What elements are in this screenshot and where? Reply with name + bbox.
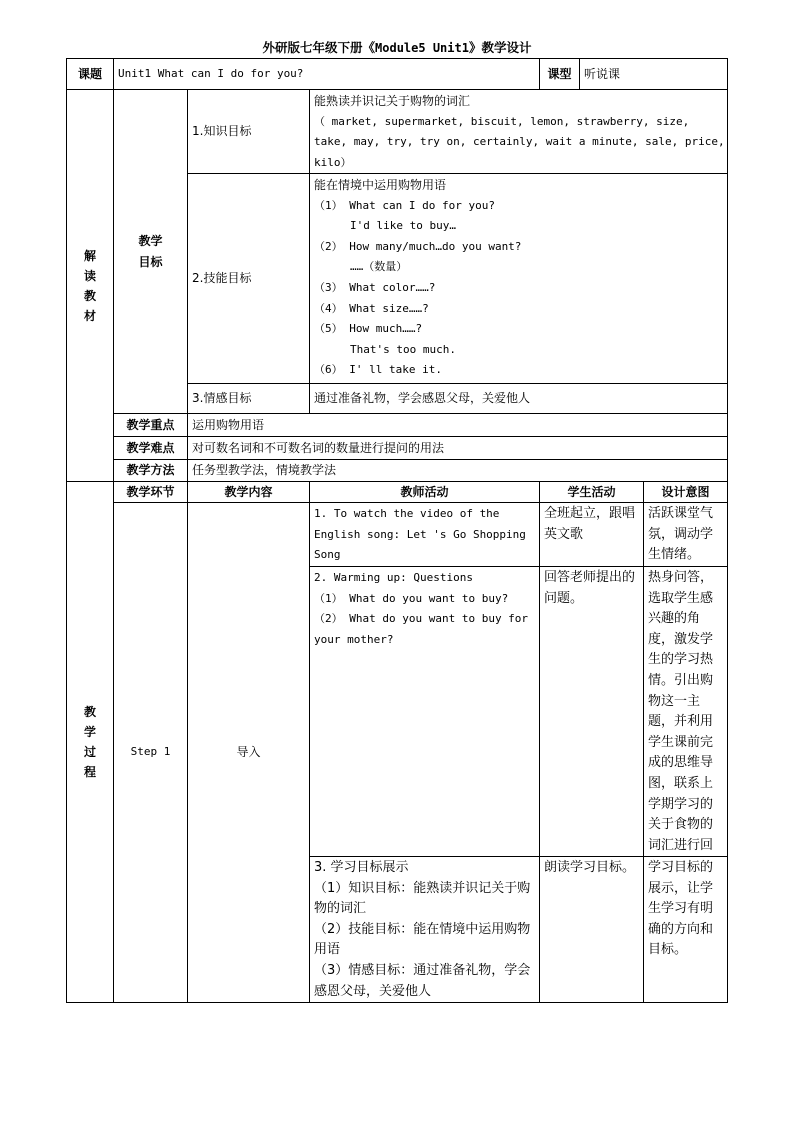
knowledge-line4: kilo） bbox=[314, 155, 352, 169]
document-title bbox=[0, 38, 794, 56]
title-module-code: Module5 Unit1 bbox=[375, 41, 469, 55]
goals-label-line2: 目标 bbox=[138, 254, 163, 269]
header-student-activity: 学生活动 bbox=[539, 481, 644, 503]
knowledge-goal-content bbox=[309, 89, 728, 174]
difficulty-label: 教学难点 bbox=[113, 436, 188, 460]
skill-line: （4） What size……? bbox=[314, 301, 429, 315]
section-interpret-label: 解读教材 bbox=[83, 248, 96, 323]
knowledge-line1: 能熟读并识记关于购物的词汇 bbox=[314, 94, 471, 108]
design-intent-1: 活跃课堂气氛，调动学生情绪。 bbox=[643, 502, 728, 567]
difficulty-value: 对可数名词和不可数名词的数量进行提问的用法 bbox=[187, 436, 728, 460]
knowledge-goal-label: 1.知识目标 bbox=[187, 89, 310, 174]
student-activity-2: 回答老师提出的问题。 bbox=[539, 566, 644, 857]
step-cell bbox=[113, 502, 188, 1003]
design-intent-3: 学习目标的展示，让学生学习有明确的方向和目标。 bbox=[643, 856, 728, 1003]
header-content: 教学内容 bbox=[187, 481, 310, 503]
teacher-line: （1）知识目标：能熟读并识记关于购物的词汇 bbox=[314, 880, 531, 917]
student-activity-3: 朗读学习目标。 bbox=[539, 856, 644, 1003]
topic-value: Unit1 What can I do for you? bbox=[113, 58, 540, 90]
teacher-activity-3 bbox=[309, 856, 540, 1003]
teacher-line: （1） What do you want to buy? bbox=[314, 591, 509, 605]
skill-line: （5） How much……? bbox=[314, 322, 423, 336]
key-point-label: 教学重点 bbox=[113, 413, 188, 437]
step-label: Step 1 bbox=[130, 745, 171, 759]
teaching-goals-label bbox=[113, 89, 188, 414]
teacher-line: 2. Warming up: Questions bbox=[314, 571, 473, 584]
skill-line: ……（数量） bbox=[350, 260, 408, 274]
knowledge-line3: take, may, try, try on, certainly, wait a minute, sale, price, bbox=[314, 135, 725, 149]
content-cell: 导入 bbox=[187, 502, 310, 1003]
skill-line: 能在情境中运用购物用语 bbox=[314, 178, 447, 192]
teacher-line: your mother? bbox=[314, 632, 394, 646]
lesson-type-value: 听说课 bbox=[579, 58, 728, 90]
lesson-type-label: 课型 bbox=[539, 58, 580, 90]
teacher-line: 1. To watch the video of the bbox=[314, 507, 500, 520]
teacher-line: 3. 学习目标展示 bbox=[314, 860, 409, 875]
teacher-line: English song: Let 's Go Shopping bbox=[314, 527, 526, 541]
student-activity-1: 全班起立，跟唱英文歌 bbox=[539, 502, 644, 567]
design-intent-2: 热身问答，选取学生感兴趣的角度，激发学生的学习热情。引出购物这一主题，并利用学生课前完成的思维导图，联系上学期学习的关于食物的词汇进行回 bbox=[643, 566, 728, 857]
skill-line: （3） What color……? bbox=[314, 280, 436, 294]
emotion-goal-label: 3.情感目标 bbox=[187, 383, 310, 414]
skill-line: （1） What can I do for you? bbox=[314, 198, 495, 212]
teacher-line: （3）情感目标：通过准备礼物，学会感恩父母，关爱他人 bbox=[314, 962, 531, 999]
skill-line: （6） I' ll take it. bbox=[314, 363, 442, 377]
section-process-label: 教学过程 bbox=[83, 705, 96, 779]
header-design-intent: 设计意图 bbox=[643, 481, 728, 503]
teacher-line: （2）技能目标：能在情境中运用购物用语 bbox=[314, 921, 531, 958]
emotion-goal-value: 通过准备礼物，学会感恩父母，关爱他人 bbox=[309, 383, 728, 414]
method-label: 教学方法 bbox=[113, 459, 188, 482]
title-text-end: 》教学设计 bbox=[468, 40, 532, 55]
section-interpret-textbook bbox=[66, 89, 114, 482]
teacher-activity-2 bbox=[309, 566, 540, 857]
header-teacher-activity: 教师活动 bbox=[309, 481, 540, 503]
key-point-value: 运用购物用语 bbox=[187, 413, 728, 437]
skill-goal-label: 2.技能目标 bbox=[187, 173, 310, 384]
skill-line: That's too much. bbox=[350, 342, 456, 356]
method-value: 任务型教学法，情境教学法 bbox=[187, 459, 728, 482]
skill-goal-content bbox=[309, 173, 728, 384]
teacher-line: （2） What do you want to buy for bbox=[314, 612, 529, 626]
knowledge-line2: （ market, supermarket, biscuit, lemon, strawberry, size, bbox=[314, 114, 690, 128]
section-teaching-process bbox=[66, 481, 114, 1003]
title-text: 外研版七年级下册《 bbox=[262, 40, 376, 55]
skill-line: （2） How many/much…do you want? bbox=[314, 239, 522, 253]
goals-label-line1: 教学 bbox=[138, 233, 163, 248]
teacher-line: Song bbox=[314, 548, 341, 562]
topic-label: 课题 bbox=[66, 58, 114, 90]
header-stage: 教学环节 bbox=[113, 481, 188, 503]
skill-line: I'd like to buy… bbox=[350, 219, 456, 233]
teacher-activity-1 bbox=[309, 502, 540, 567]
